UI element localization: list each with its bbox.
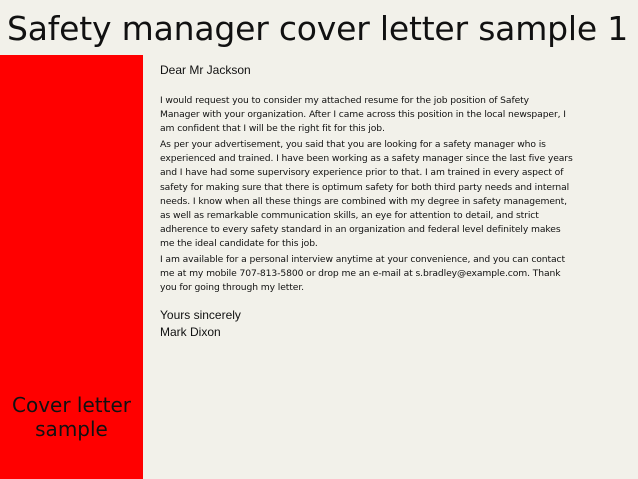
paragraph-line: experienced and trained. I have been working as a safety manager since the last five years bbox=[160, 153, 573, 165]
letter-paragraph bbox=[160, 94, 618, 136]
paragraph-line: me the ideal candidate for this job. bbox=[160, 237, 318, 249]
paragraph-line: am confident that I will be the right fit for this job. bbox=[160, 123, 385, 135]
signature-name: Mark Dixon bbox=[160, 325, 221, 340]
side-caption-line: Cover letter bbox=[12, 393, 131, 417]
paragraph-line: Manager with your organization. After I came across this position in the local newspaper, I bbox=[160, 109, 566, 121]
red-side-panel bbox=[0, 55, 143, 479]
letter-salutation: Dear Mr Jackson bbox=[160, 63, 251, 77]
paragraph-line: As per your advertisement, you said that you are looking for a safety manager who is bbox=[160, 139, 546, 151]
paragraph-line: adherence to every safety standard in an organization and federal level definitely makes bbox=[160, 223, 561, 235]
paragraph-line: me at my mobile 707-813-5800 or drop me an e-mail at s.bradley@example.com. Thank bbox=[160, 268, 561, 280]
paragraph-line: I would request you to consider my attached resume for the job position of Safety bbox=[160, 95, 529, 106]
letter-paragraph bbox=[160, 138, 618, 251]
paragraph-line: needs. I know when all these things are combined with my degree in safety management, bbox=[160, 195, 567, 207]
side-caption bbox=[0, 393, 143, 441]
paragraph-line: you for going through my letter. bbox=[160, 282, 304, 294]
letter-closing bbox=[160, 307, 618, 341]
paragraph-line: as well as remarkable communication skills, an eye for attention to detail, and strict bbox=[160, 209, 539, 221]
paragraph-line: I am available for a personal interview anytime at your convenience, and you can contact bbox=[160, 254, 565, 266]
paragraph-line: and I have had some supervisory experience prior to that. I am trained in every aspect of bbox=[160, 167, 564, 179]
side-caption-line: sample bbox=[35, 417, 108, 441]
letter-paragraph bbox=[160, 253, 618, 295]
paragraph-line: safety for making sure that there is optimum safety for both third party needs and internal bbox=[160, 181, 570, 193]
letter-body bbox=[160, 63, 618, 341]
sign-off: Yours sincerely bbox=[160, 308, 241, 323]
slide-title: Safety manager cover letter sample 1 bbox=[7, 9, 629, 48]
